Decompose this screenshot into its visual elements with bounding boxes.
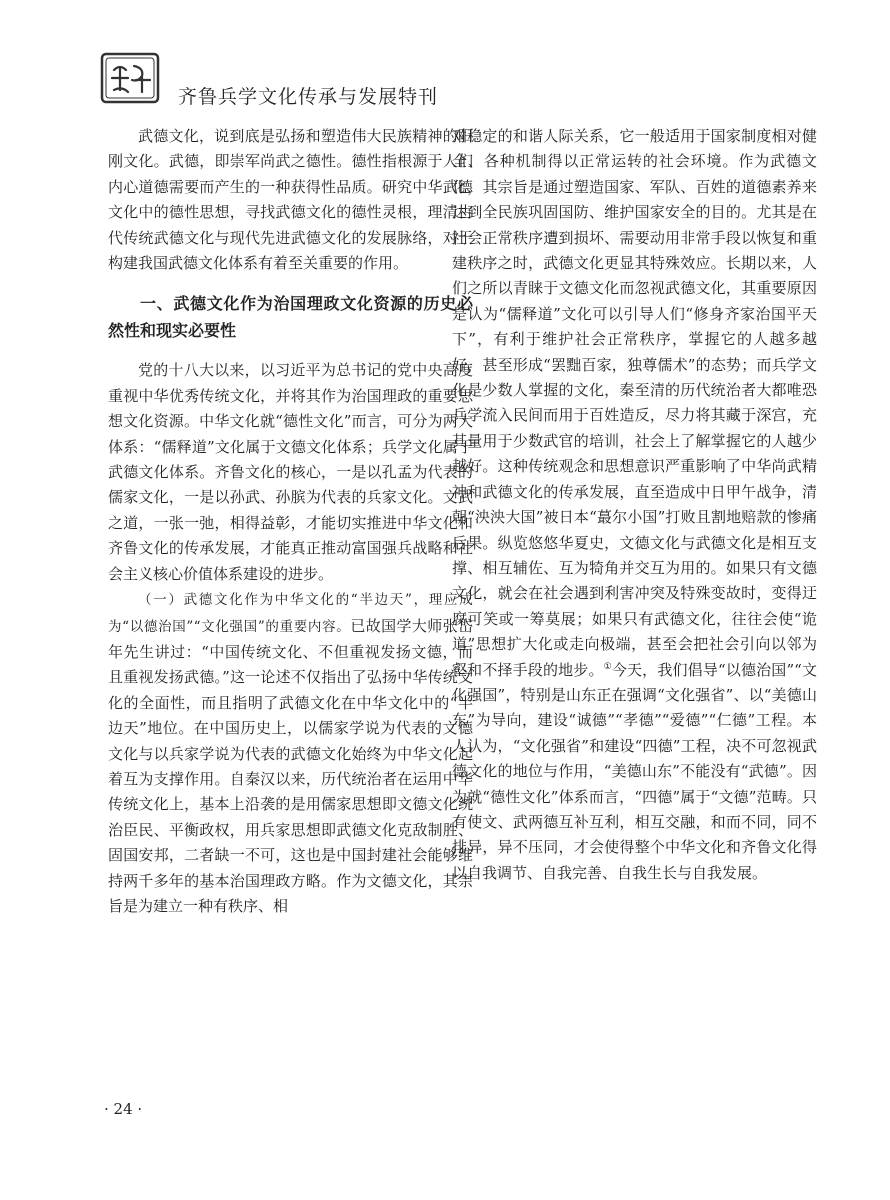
page-header <box>100 50 500 110</box>
subsection-paragraph <box>108 587 473 919</box>
right-column <box>452 124 817 886</box>
left-column <box>108 124 473 919</box>
subsection-heading: （一）武德文化作为中华文化的“半边天”，理应成为“以德治国”“文化强国”的重要内容。 <box>108 592 473 635</box>
section-heading: 一、武德文化作为治国理政文化资源的历史必然性和现实必要性 <box>108 294 473 341</box>
continued-text: 对稳定的和谐人际关系，它一般适用于国家制度相对健全、各种机制得以正常运转的社会环境。作为武德文化，其宗旨是通过塑造国家、军队、百姓的道德素养来达到全民族巩固国防、维护国家安全的目的。尤其是在社会正常秩序遭到损坏、需要动用非常手段以恢复和重建秩序之时，武德文化更显其特殊效应。长期以来，人们之所以青睐于文德文化而忽视武德文化，其重要原因是认为“儒释道”文化可以引导人们“修身齐家治国平天下”，有利于维护社会正常秩序，掌握它的人越多越好，甚至形成“罢黜百家，独尊儒术”的态势；而兵学文化是少数人掌握的文化，秦至清的历代统治者大都唯恐兵学流入民间而用于百姓造反，尽力将其藏于深宫，充其量用于少数武官的培训，社会上了解掌握它的人越少越好。这种传统观念和思想意识严重影响了中华尚武精神和武德文化的传承发展，直至造成中日甲午战争，清朝“泱泱大国”被日本“蕞尔小国”打败且割地赔款的惨痛后果。纵览悠悠华夏史，文德文化与武德文化是相互支撑、相互辅佐、互为犄角并交互为用的。如果只有文德文化，就会在社会遇到利害冲突及特殊变故时，变得迂腐可笑或一筹莫展；如果只有武德文化，往往会使“诡道”思想扩大化或走向极端，甚至会把社会引向以邻为壑和不择手段的地步。 <box>452 127 817 679</box>
journal-logo-icon <box>100 50 162 106</box>
subsection-body: 已故国学大师张岱年先生讲过：“中国传统文化、不但重视发扬文德，而且重视发扬武德。”这一论述不仅指出了弘扬中华传统文化的全面性，而且指明了武德文化在中华文化中的“半边天”地位。在中国历史上，以儒家学说为代表的文德文化与以兵家学说为代表的武德文化始终为中华文化起着互为支撑作用。自秦汉以来，历代统治者在运用中华传统文化上，基本上沿袭的是用儒家思想即文德文化统治臣民、平衡政权，用兵家思想即武德文化克敌制胜、固国安邦，二者缺一不可，这也是中国封建社会能够维持两千多年的基本治国理政方略。作为文德文化，其宗旨是为建立一种有秩序、相 <box>108 616 473 915</box>
footnote-marker[interactable]: ① <box>603 661 612 672</box>
continued-text-2: 今天，我们倡导“以德治国”“文化强国”，特别是山东正在强调“文化强省”、以“美德山东”为导向，建设“诚德”“孝德”“爱德”“仁德”工程。本人认为，“文化强省”和建设“四德”工程，决不可忽视武德文化的地位与作用，“美德山东”不能没有“武德”。因为就“德性文化”体系而言，“四德”属于“文德”范畴。只有使文、武两德互补互利，相互交融，和而不同，同不排异，异不压同，才会使得整个中华文化和齐鲁文化得以自我调节、自我完善、自我生长与自我发展。 <box>452 660 817 882</box>
page-number: · 24 · <box>104 1100 143 1118</box>
body-paragraph: 党的十八大以来，以习近平为总书记的党中央高度重视中华优秀传统文化，并将其作为治国理政的重要思想文化资源。中华文化就“德性文化”而言，可分为两大体系：“儒释道”文化属于文德文化体系；兵学文化属于武德文化体系。齐鲁文化的核心，一是以孔孟为代表的儒家文化，一是以孙武、孙膑为代表的兵家文化。文武之道，一张一弛，相得益彰，才能切实推进中华文化和齐鲁文化的传承发展，才能真正推动富国强兵战略和社会主义核心价值体系建设的进步。 <box>108 361 473 583</box>
intro-paragraph: 武德文化，说到底是弘扬和塑造伟大民族精神的阳刚文化。武德，即崇军尚武之德性。德性指根源于人们内心道德需要而产生的一种获得性品质。研究中华武德文化中的德性思想，寻找武德文化的德性灵根，理清古代传统武德文化与现代先进武德文化的发展脉络，对于构建我国武德文化体系有着至关重要的作用。 <box>108 127 473 273</box>
continued-paragraph <box>452 124 817 886</box>
journal-title: 齐鲁兵学文化传承与发展特刊 <box>178 86 439 108</box>
